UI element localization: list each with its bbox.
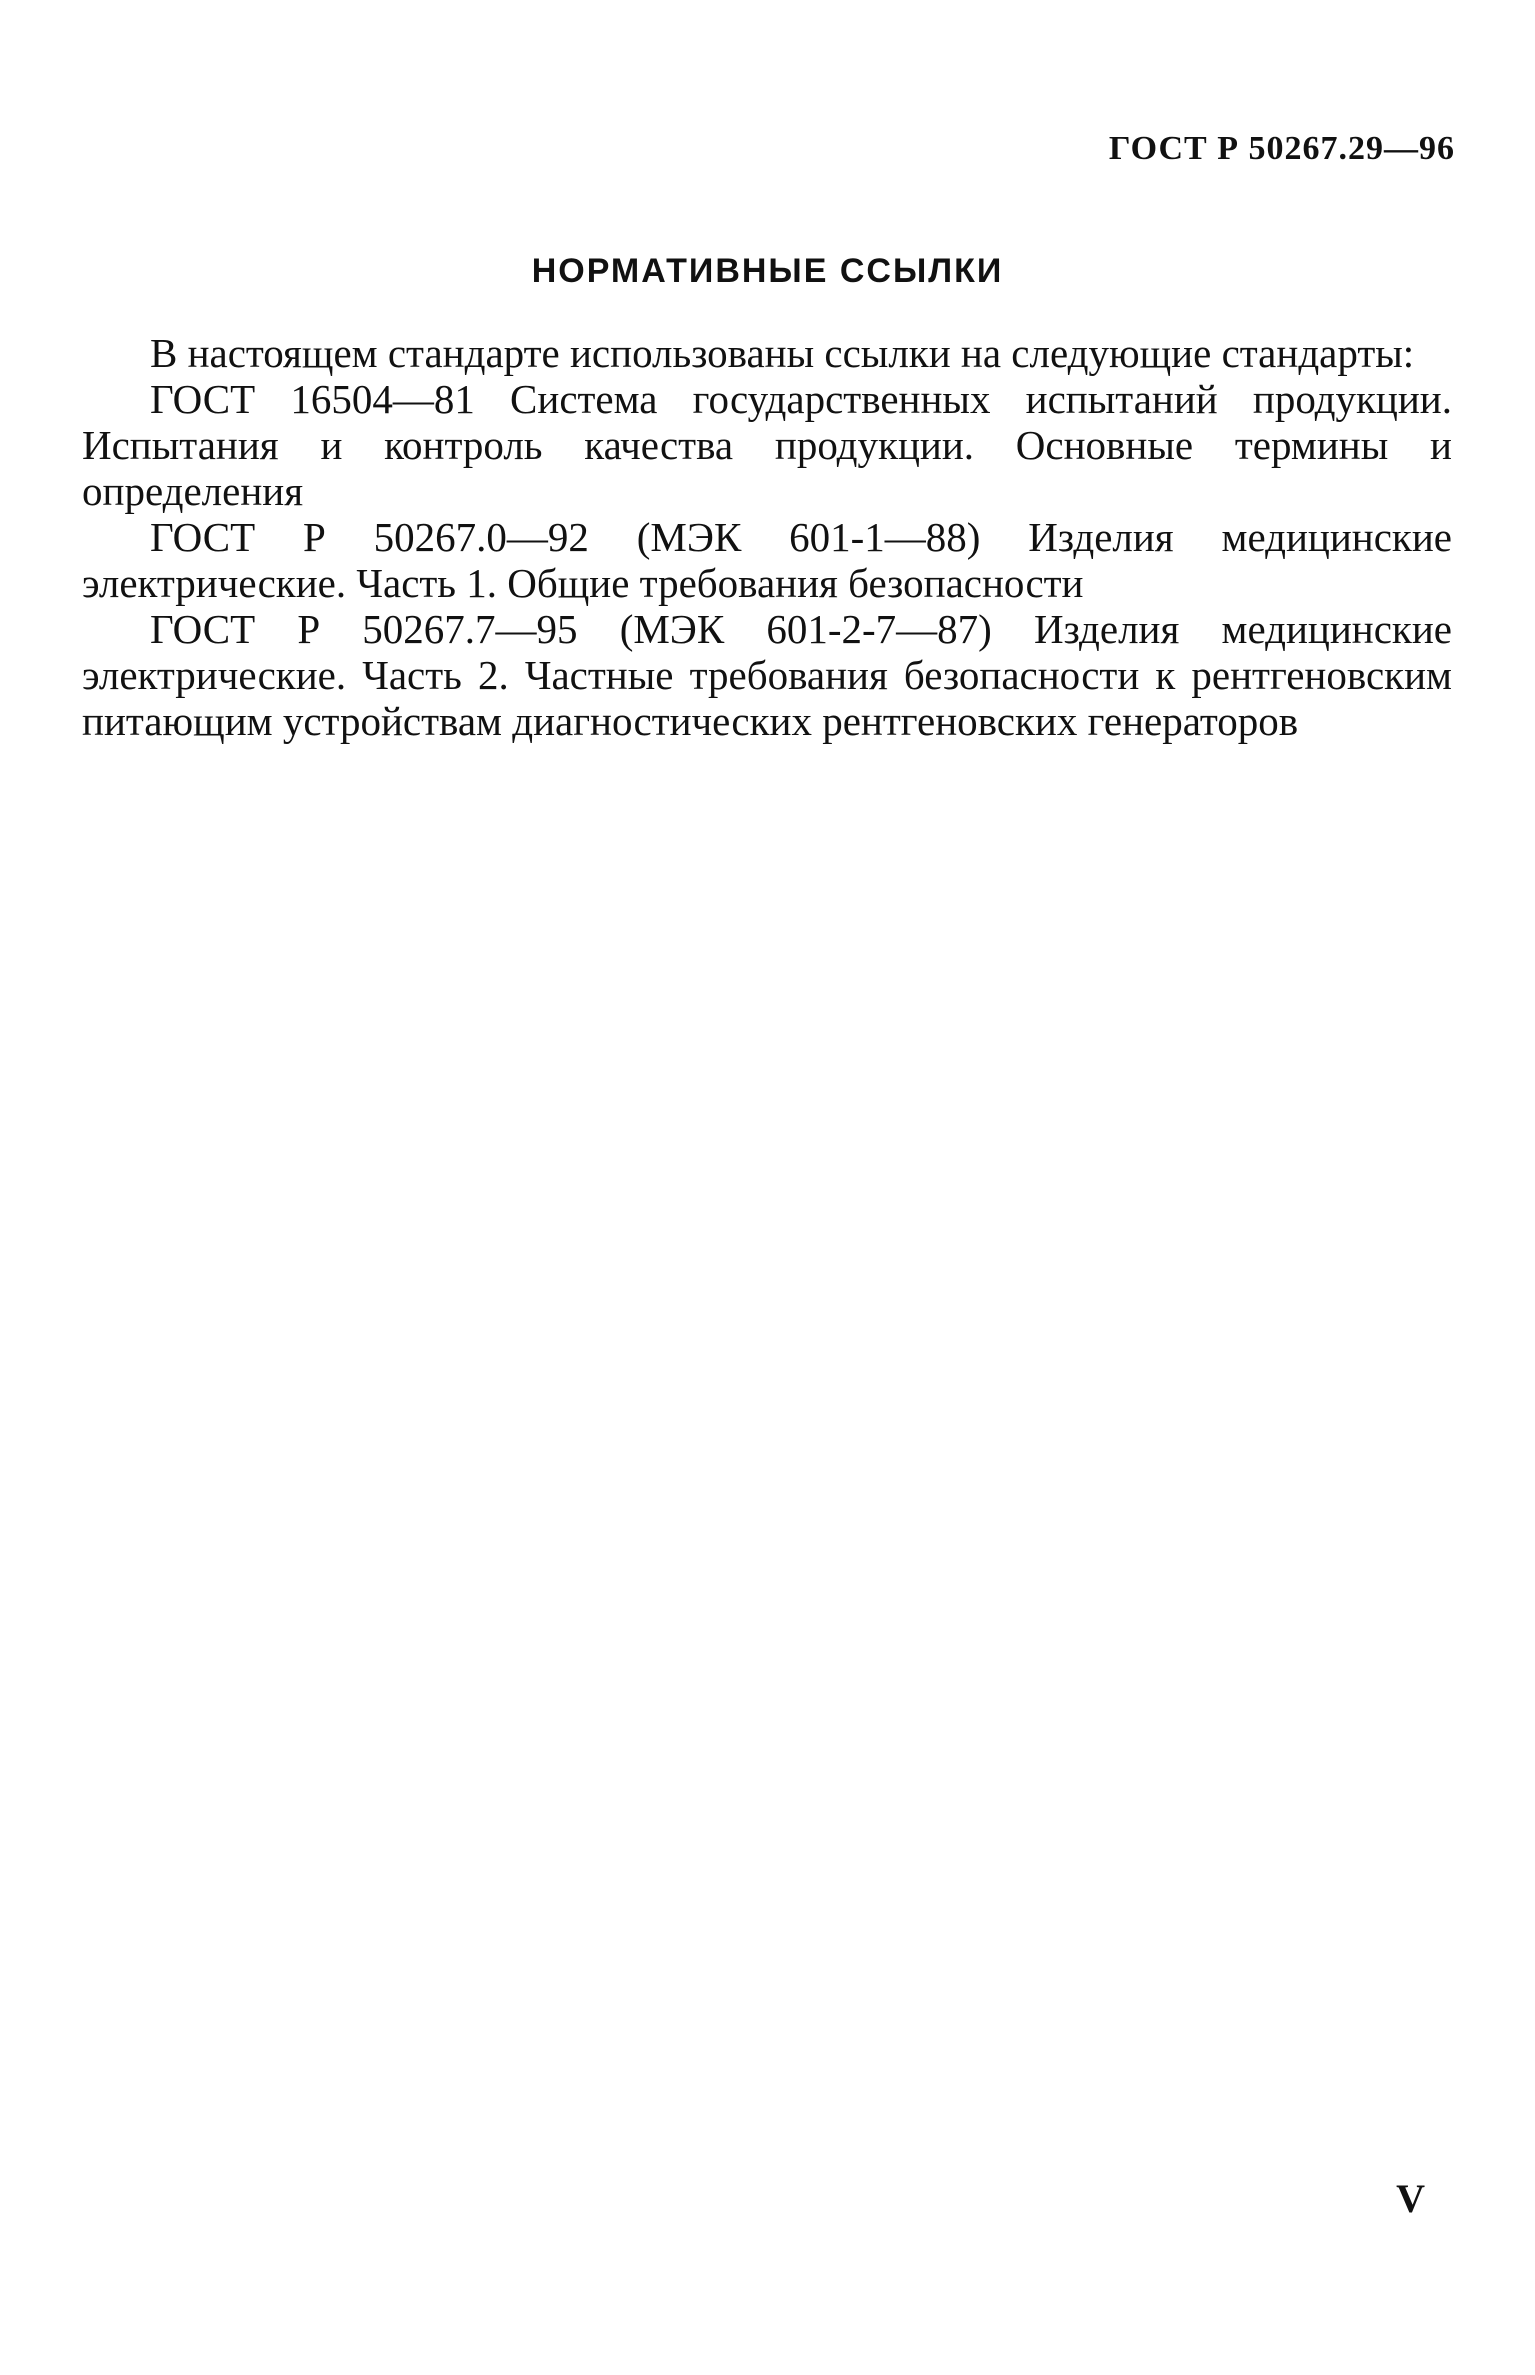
page-number: V [1396, 2176, 1425, 2221]
reference-item: ГОСТ 16504—81 Система государственных испытаний продукции. Испытания и контроль качества продукции. Основные термины и определения [82, 376, 1452, 514]
document-code: ГОСТ Р 50267.29—96 [1108, 130, 1455, 167]
section-title: НОРМАТИВНЫЕ ССЫЛКИ [531, 252, 1004, 290]
reference-item: ГОСТ Р 50267.0—92 (МЭК 601-1—88) Изделия медицинские электрические. Часть 1. Общие требования безопасности [82, 514, 1452, 606]
intro-paragraph: В настоящем стандарте использованы ссылки на следующие стандарты: [150, 330, 1415, 376]
body-text [82, 330, 1452, 744]
reference-item: ГОСТ Р 50267.7—95 (МЭК 601-2-7—87) Изделия медицинские электрические. Часть 2. Частные требования безопасности к рентгеновским питающим устройствам диагностических рентгеновских генераторов [82, 606, 1452, 744]
